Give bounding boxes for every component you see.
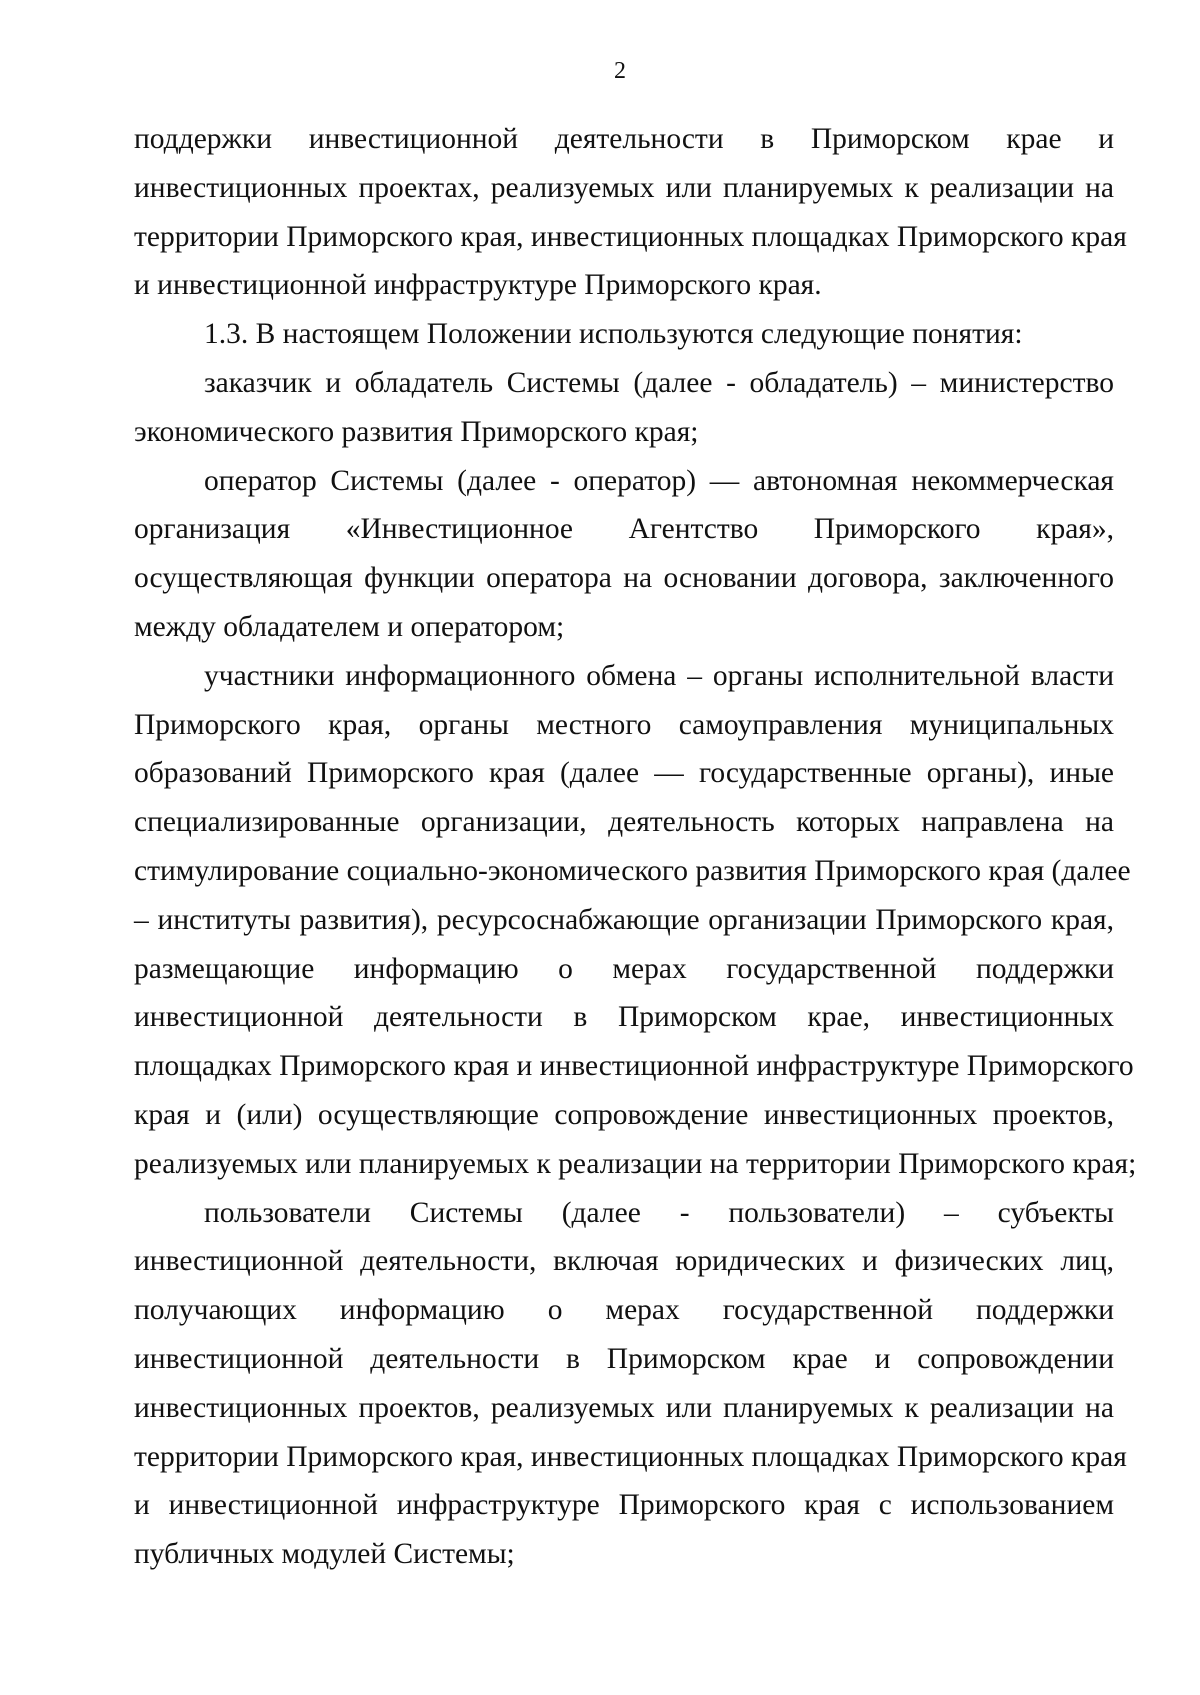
text-line: образований Приморского края (далее — государственные органы), иные (134, 757, 1114, 790)
text-line: получающих информацию о мерах государственной поддержки (134, 1294, 1114, 1327)
text-line: между обладателем и оператором; (134, 610, 565, 643)
text-line: пользователи Системы (далее - пользователи) – субъекты (204, 1196, 1114, 1229)
text-line: оператор Системы (далее - оператор) — автономная некоммерческая (204, 464, 1114, 497)
text-line: инвестиционной деятельности в Приморском крае, инвестиционных (134, 1001, 1114, 1034)
text-line: края и (или) осуществляющие сопровождение инвестиционных проектов, (134, 1098, 1114, 1131)
text-line: экономического развития Приморского края; (134, 415, 699, 448)
page-number: 2 (614, 58, 626, 84)
text-line: Приморского края, органы местного самоуправления муниципальных (134, 708, 1114, 741)
text-line: инвестиционной деятельности, включая юридических и физических лиц, (134, 1245, 1114, 1278)
text-line: площадках Приморского края и инвестиционной инфраструктуре Приморского (134, 1050, 1134, 1083)
text-line: и инвестиционной инфраструктуре Приморского края с использованием (134, 1489, 1114, 1522)
text-line: участники информационного обмена – органы исполнительной власти (204, 659, 1114, 692)
text-line: размещающие информацию о мерах государственной поддержки (134, 952, 1114, 985)
text-line: территории Приморского края, инвестиционных площадках Приморского края (134, 220, 1127, 253)
text-line: специализированные организации, деятельность которых направлена на (134, 806, 1114, 839)
text-line: инвестиционной деятельности в Приморском крае и сопровождении (134, 1342, 1114, 1375)
text-line: публичных модулей Системы; (134, 1538, 515, 1571)
text-line: стимулирование социально-экономического развития Приморского края (далее (134, 854, 1131, 887)
text-line: – институты развития), ресурсоснабжающие организации Приморского края, (134, 903, 1114, 936)
text-line: и инвестиционной инфраструктуре Приморского края. (134, 269, 822, 302)
text-line: реализуемых или планируемых к реализации на территории Приморского края; (134, 1147, 1137, 1180)
text-line: заказчик и обладатель Системы (далее - обладатель) – министерство (204, 366, 1114, 399)
text-line: 1.3. В настоящем Положении используются следующие понятия: (204, 318, 1023, 351)
text-line: осуществляющая функции оператора на основании договора, заключенного (134, 562, 1114, 595)
text-line: инвестиционных проектов, реализуемых или планируемых к реализации на (134, 1391, 1114, 1424)
document-text-body (134, 115, 1137, 1579)
text-line: территории Приморского края, инвестиционных площадках Приморского края (134, 1440, 1127, 1473)
text-line: инвестиционных проектах, реализуемых или планируемых к реализации на (134, 171, 1114, 204)
text-line: организация «Инвестиционное Агентство Приморского края», (134, 513, 1114, 546)
text-line: поддержки инвестиционной деятельности в Приморском крае и (134, 123, 1114, 155)
